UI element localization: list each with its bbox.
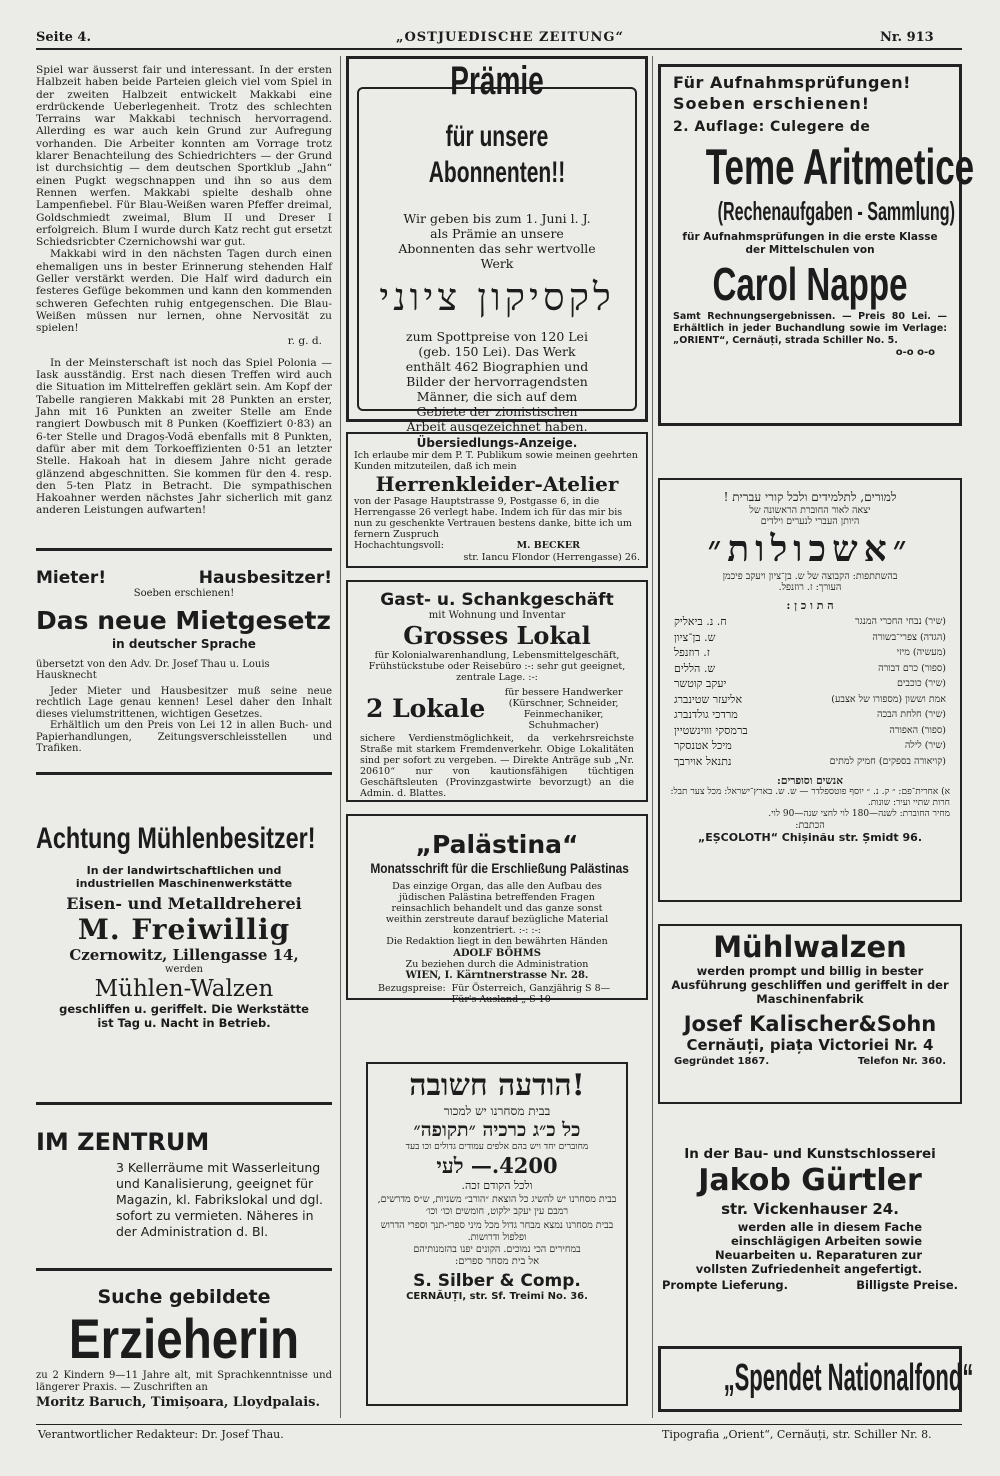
ad-teme-aritmetice (658, 64, 975, 426)
ad-text: werden alle in diesem Fache einschlägigen Arbeiten sowie Neuarbeiten u. Reparaturen zur vollsten Zufriedenheit angefertigt. (695, 1220, 922, 1276)
toc-work: (ספור) האפורה (889, 724, 946, 736)
footer-printer: Tipografia „Orient“, Cernăuți, str. Schiller Nr. 8. (662, 1428, 932, 1441)
toc-author: יעקב קוטשר (674, 677, 727, 690)
ad-mietgesetz (36, 568, 332, 755)
ad-title: Mühlwalzen (713, 930, 907, 964)
toc-item (674, 676, 946, 692)
ad-text: Ich erlaube mir dem P. T. Publikum sowie meinen geehrten Kunden mitzuteilen, daß ich mein (354, 450, 638, 472)
ad-subline: Für Aufnahmsprüfungen! (673, 73, 911, 92)
ad-product: Mühlen-Walzen (94, 975, 274, 1002)
ad-text: sichere Verdienstmöglichkeit, da verkehrsreichste Straße mit starkem Fremdenverkehr. Obige Lokalitäten sind per sofort zu vergeben. — Direkte Anträge sub „Nr. 20610“ nur von kautionsfähigen tüchtigen Geschäftsleuten (Provinzgastwirte bevorzugt) an die Admin. d. Blattes. (360, 732, 634, 799)
ad-text: במחירים הכי נמוכים. הקונים יפנו בהזמנותיהם (413, 1244, 581, 1255)
ad-price: Für's Ausland „ S 10— (451, 994, 561, 1005)
ad-subline: Monatsschrift für die Erschließung Palästinas (370, 860, 629, 876)
toc-item (674, 738, 946, 754)
ad-subline: למורים, לתלמידים ולכל קורי עברית ! (723, 490, 897, 504)
ad-subline: für unsere Abonnenten!! (428, 120, 566, 189)
toc-item (674, 661, 946, 677)
ad-address: „EȘCOLOTH“ Chișinău str. Șmidt 96. (697, 831, 922, 844)
ad-company: Jakob Gürtler (698, 1163, 922, 1198)
toc-author: מיכל אטנסקר (674, 739, 732, 752)
ad-subline: In der Bau- und Kunstschlosserei (684, 1146, 936, 1162)
ad-eshkolot (658, 478, 962, 902)
ad-text: Erhältlich um den Preis von Lei 12 in allen Buch- und Papierhandlungen, Zeitungsverschleisstellen und Trafiken. (36, 720, 332, 754)
ad-text: בבית מסחרנו נמצא מבחר גדול מכל מיני ספרי-תנך וספרי הדרוש ופלפול ודרושות. (380, 1220, 614, 1243)
ad-phone: Telefon Nr. 360. (857, 1056, 946, 1067)
toc-author: ח. נ. ביאליק (674, 615, 727, 628)
ad-address: str. Vickenhauser 24. (721, 1200, 899, 1218)
toc-item (674, 707, 946, 723)
toc-item (674, 723, 946, 739)
toc-author: ש. הללים (674, 661, 716, 675)
ad-text: werden prompt und billig in bester Ausführung geschliffen und geriffelt in der Maschinenfabrik (671, 964, 949, 1006)
toc-work: (הגדה) צפרי־בשורה (872, 631, 946, 643)
ad-subline: mit Wohnung und Inventar (428, 610, 566, 621)
ad-text: Bezugspreise: (378, 983, 446, 994)
ad-subline: (Rechenaufgaben - Sammlung) (717, 196, 955, 226)
toc-list (660, 612, 960, 769)
ad-title: Das neue Mietgesetz (36, 605, 331, 635)
ad-company: Josef Kalischer&Sohn (683, 1012, 937, 1036)
ad-text: בבית מסחרנו יש למכור (443, 1104, 551, 1118)
ad-text: zu 2 Kindern 9—11 Jahre alt, mit Sprachkenntnisse und längerer Praxis. — Zuschriften an (36, 1370, 332, 1393)
toc-heading: ה ת ו כ ן : (786, 599, 834, 612)
article-paragraph: In der Meinsterschaft ist noch das Spiel Polonia — Iask ausständig. Erst nach diesen Treffen wird auch die Situation im Mittelreffen geklärt sein. Am Kopf der Tabelle rangieren Makkabi mit 28 Punkten an erster, Jahn mit 16 Punkten an zweiter Stelle am Ende rangiert Dowbusch mit 8 Punken (Koeffiziert 0·83) an 6-ter Stelle und Dragoș-Vodă ebenfalls mit 8 Punkten, dafür aber mit dem Torkoeffizienten 0·51 an letzter Stelle. Hakoah hat in diesem Jahre nicht gerade glänzend abgeschnitten. Sie kommen für den 4. resp. den 5-ten Platz in Betracht. Die sympathischen Hakoahner werden nächstes Jahr sicherlich mit ganz anderen Leistungen aufwarten! (36, 356, 332, 517)
ad-text: für Kolonialwarenhandlung, Lebensmittelgeschäft, Frühstückstube oder Reisebüro :-: sehr gut geeignet, zentrale Lage. :-: (368, 649, 626, 683)
ad-title: Prämie (450, 59, 544, 103)
ad-title: „Spendet Nationalfond“ (723, 1357, 974, 1399)
ad-text: für Aufnahmsprüfungen in die erste Klasse der Mittelschulen von (682, 231, 938, 256)
toc-author: נתנאל אוירבך (674, 754, 732, 768)
ad-text: היותן העברי לנערים וילדים (760, 516, 860, 527)
ad-subline: Eisen- und Metalldreherei (66, 894, 302, 913)
toc-author: אליעזר שטינברג (674, 692, 743, 706)
toc-item (674, 614, 946, 630)
ad-guertler (658, 1146, 962, 1306)
ornament: o-o o-o (895, 347, 935, 358)
ad-subline: Suche gebildete (97, 1286, 271, 1308)
ad-title: Achtung Mühlenbesitzer! (36, 822, 316, 855)
ad-title: !הודעה חשובה (409, 1068, 585, 1103)
ad-text: Samt Rechnungsergebnissen. — Preis 80 Lei. — Erhältlich in jeder Buchandlung sowie im Verlage: „ORIENT“, Cernăuți, strada Schiller No. 5. (673, 311, 947, 346)
toc-author: ז. רוזנפל (674, 646, 710, 659)
ad-erzieherin (36, 1286, 332, 1410)
ad-text: ולכל הקודם זכה. (461, 1179, 533, 1192)
divider (36, 772, 332, 775)
ad-address: Cernăuți, piața Victoriei Nr. 4 (686, 1036, 934, 1054)
ad-author: Carol Nappe (712, 258, 908, 310)
ad-text: geschliffen u. geriffelt. Die Werkstätte ist Tag u. Nacht in Betrieb. (59, 1001, 309, 1030)
ad-title: Gast- u. Schankgeschäft (380, 590, 614, 610)
ad-text: א) אחרית־פם: ״ ק. נ. ״ יוסף פוטספלדר — ש. ש. בארץ־ישראל: מכל צער תבל: חרות שתיי ועיר: שונות. (670, 787, 950, 808)
ad-text: 3 Kellerräume mit Wasserleitung und Kanalisierung, geeignet für Magazin, kl. Fabrikslokal und dgl. sofort zu vermieten. Näheres in der Administration d. Bl. (116, 1160, 323, 1239)
divider (36, 548, 332, 551)
sports-article (36, 64, 332, 517)
ad-title: IM ZENTRUM (36, 1128, 210, 1156)
toc-work: (ספור) כרם דבורה (878, 662, 946, 674)
toc-work: (מעשיה) מיזי (896, 647, 946, 658)
toc-work: (שיר) נבחי החכרי המנגר (854, 616, 946, 627)
toc-item (674, 692, 946, 708)
footer-rule (36, 1424, 962, 1425)
ad-text: מחוברים יחד ויש בהם אלפים עמודים גדולים וכו בעד (405, 1142, 589, 1152)
toc-work: (שיר) כוכבים (896, 678, 946, 689)
ad-text: von der Pasage Hauptstrasse 9, Postgasse 6, in die Herrengasse 26 verlegt habe. Indem ich für das mir bis nun zu geschenkte Vertrauen bestens danke, bitte ich um fernern Zuspruch (354, 496, 632, 540)
ad-title: ״אשכולות״ (707, 528, 913, 570)
ad-text: Zu beziehen durch die Administration (405, 958, 589, 970)
article-paragraph: Spiel war äusserst fair und interessant. In der ersten Halbzeit haben beide Parteien gleich viel vom Spiel in der zweiten Halbzeit entwickelt Makkabi eine erdrückende Ueberlegenheit. Trotz des schlechten Terrains war Makkabi technisch hervorragend. Allerding es war auch kein Grund zur Aufregung vorhanden. Die Arbeiter konnten am Vorrage trotz klarer Benachteilung des Schiedrichters — der Grund ist durchsichtig — dem deutschen Sportklub „Jahn“ einen Pugkt wegschnappen und ihn so aus dem Rennen werfen. Makkabi spielte deshalb ohne Lampenfiebel. Für Blau-Weißen waren Pfeffer dreimal, Goldschmiedt zweimal, Blum II und Dreser I erfolgreich. Blum I wurde durch Katz recht gut ersetzt Schiedsricbter Czernichowshi war gut. (36, 64, 332, 249)
ad-title: Erzieherin (68, 1307, 300, 1370)
ad-company: Herrenkleider-Atelier (375, 472, 619, 496)
toc-item (674, 630, 946, 646)
ad-text: übersetzt von den Adv. Dr. Josef Thau u. Louis Hausknecht (36, 658, 270, 681)
ad-headline: 2 Lokale (366, 694, 486, 723)
ad-muehlwalzen (658, 924, 962, 1104)
page-label: Seite 4. (36, 30, 91, 45)
ad-company: S. Silber & Comp. (413, 1271, 581, 1291)
ad-address: str. Iancu Flondor (Herrengasse) 26. (463, 551, 640, 563)
issue-number: Nr. 913 (880, 30, 934, 45)
ad-text: העורך: ז. רוזנפל. (778, 582, 842, 593)
toc-author: ברמסקי וווינשטיין (674, 723, 748, 737)
ad-text: Hochachtungsvoll: (354, 540, 444, 551)
ad-address: WIEN, I. Kärntnerstrasse Nr. 28. (405, 970, 589, 981)
ad-subline: Soeben erschienen! (673, 94, 871, 113)
toc-work: (קויאורה בספקים) חמיק למתים (829, 755, 946, 767)
ad-address: CERNĂUȚI, str. Sf. Treimi No. 36. (406, 1291, 588, 1302)
ad-text: בבית מסחרנו יש להשיג כל הוצאת ״הורב״ משניות, ש״ס מדרשים, רמבם עין יעקב ילקוט, חומשים וכו׳ וכו׳ (377, 1194, 617, 1217)
ad-text: Wir geben bis zum 1. Juni l. J. als Prämie an unsere Abonnenten das sehr wertvolle Werk (398, 211, 596, 271)
ad-address: Czernowitz, Lillengasse 14, (69, 946, 299, 964)
ad-contact: Moritz Baruch, Timișoara, Lloydpalais. (36, 1395, 320, 1410)
article-signature: r. g. d. (287, 334, 322, 347)
ad-headline: כל כ״ג כרכיה ״תקופה״ (413, 1119, 581, 1141)
toc-work: אמת וששון (מספורו של אצבע) (831, 693, 946, 705)
toc-heading: אנשים וסופרים: (777, 775, 843, 787)
column-rule (340, 56, 341, 1418)
ad-text: Jeder Mieter und Hausbesitzer muß seine neue rechtlich Lage genau kennen! Lesel daher den Inhalt dieses vielumstrittenen, wichtigen Gesetzes. (36, 685, 332, 720)
hebrew-title: לקסיקון ציוני (379, 275, 615, 319)
ad-price: מחיר החוברת: לשנה—180 לוי לחצי שנה—90 לוי. (768, 809, 950, 819)
toc-work: (שיר) חלחת הבכה (877, 709, 946, 720)
ad-text: werden (164, 964, 204, 975)
ad-hoda (366, 1062, 628, 1406)
ad-title: Teme Aritmetice (705, 139, 975, 195)
ad-title: „Palästina“ (415, 830, 579, 859)
toc-item (674, 754, 946, 770)
newspaper-title: „OSTJUEDISCHE ZEITUNG“ (395, 30, 625, 45)
ad-uebersiedlung (346, 432, 648, 568)
ad-headline: Hausbesitzer! (198, 568, 332, 588)
ad-signer: M. BECKER (516, 540, 580, 551)
ad-title: Übersiedlungs-Anzeige. (416, 436, 578, 450)
ad-text: Prompte Lieferung. (662, 1278, 789, 1292)
ad-gastgeschaeft (346, 580, 648, 802)
divider (36, 1268, 332, 1271)
ad-text: In der landwirtschaftlichen und industriellen Maschinenwerkstätte (75, 864, 293, 890)
toc-author: ש. בן־ציון (674, 630, 716, 644)
ad-subline: Soeben erschienen! (133, 588, 235, 599)
toc-item (674, 645, 946, 661)
toc-work: (שיר) לילה (904, 740, 946, 751)
toc-author: מרדכי גולדנברג (674, 708, 738, 721)
ad-spendet (658, 1346, 974, 1412)
ad-price: 4200.— לעי (436, 1153, 558, 1178)
ad-headline: Mieter! (36, 568, 107, 588)
footer-editor: Verantwortlicher Redakteur: Dr. Josef Thau. (38, 1428, 284, 1441)
ad-company: M. Freiwillig (77, 913, 291, 946)
header-rule (36, 48, 962, 50)
ad-text: Das einzige Organ, das alle den Aufbau des jüdischen Palästina betreffenden Fragen reinsachlich behandelt und das ganze sonst weithin zerstreute darauf bezügliche Material konzentriert. :-: :-: (385, 881, 609, 936)
ad-text: Die Redaktion liegt in den bewährten Händen (386, 936, 608, 947)
ad-text: הכתבת: (795, 820, 825, 831)
ad-text: Billigste Preise. (856, 1278, 958, 1292)
ad-headline: Grosses Lokal (403, 620, 591, 650)
ad-text: יצאה לאור החוברת הראשונה של (749, 505, 871, 516)
ad-price: Für Österreich, Ganzjährig S 8— (451, 983, 611, 994)
ad-muehlen (36, 822, 332, 1030)
ad-subline: in deutscher Sprache (112, 636, 256, 651)
ad-text: בהשתתפות: הקבוצה של ש. בן־ציון ויעקב פיכמן (722, 571, 898, 582)
column-rule (652, 56, 653, 1418)
ad-zentrum (36, 1128, 332, 1240)
ad-text: Gegründet 1867. (674, 1056, 770, 1067)
ad-editor: ADOLF BÖHMS (453, 947, 541, 959)
ad-palaestina (346, 814, 648, 1005)
ad-subline: 2. Auflage: Culegere de (673, 119, 871, 135)
ad-text: für bessere Handwerker (Kürschner, Schneider, Feinmechaniker, Schuhmacher) (504, 686, 623, 731)
ad-praemie (346, 56, 648, 434)
ad-text: אל בית מסחר ספרים: (454, 1256, 540, 1267)
divider (36, 1102, 332, 1105)
article-paragraph: Makkabi wird in den nächsten Tagen durch einen ehemaligen uns in bester Erinnerung stehenden Half Geller verstärkt werden. Die Half wird dadurch ein festeres Gefüge bekommen und kann den kommenden schweren Gefechten ruhig entgegenschen. Die Blau-Weißen müssen nur lernen, ohne Nervosität zu spielen! (36, 248, 332, 335)
ad-text: zum Spottpreise von 120 Lei (geb. 150 Lei). Das Werk enthält 462 Biographien und Bilder der hervorragendsten Männer, die sich auf dem Gebiete der zionistischen Arbeit ausgezeichnet haben. (405, 329, 589, 434)
